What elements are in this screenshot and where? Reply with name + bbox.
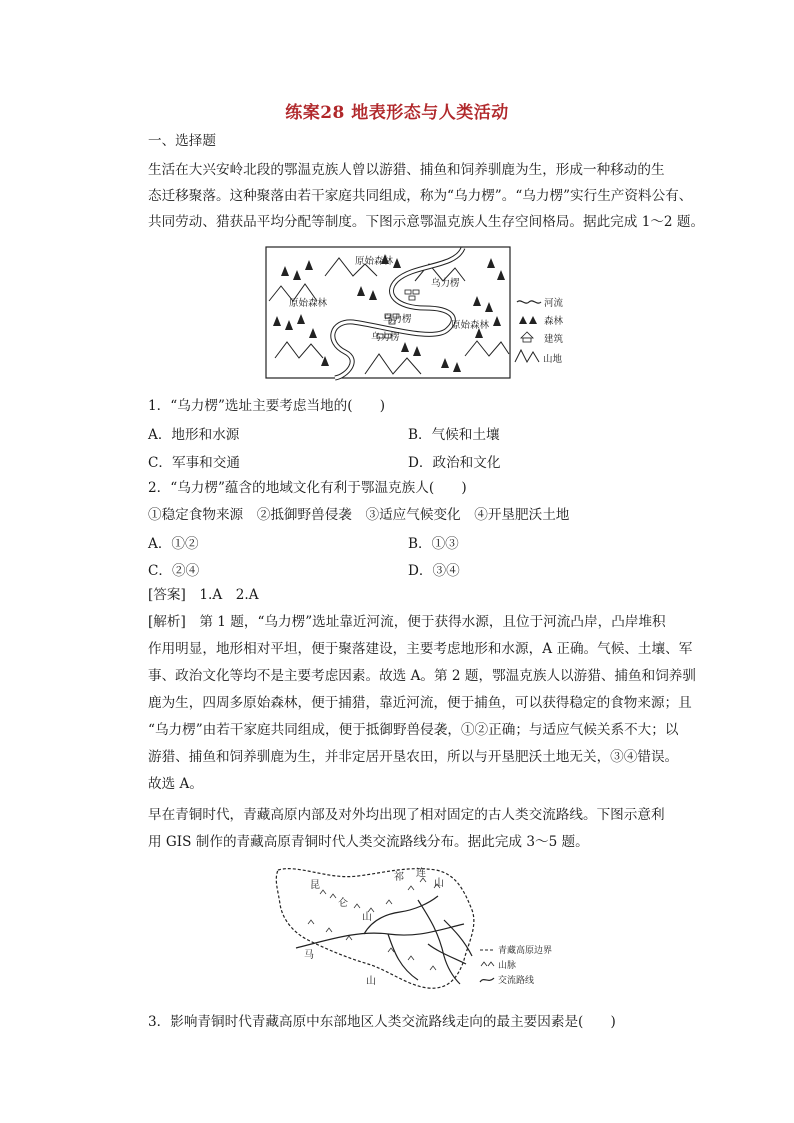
figure-ewenki-space: [265, 246, 575, 382]
intro1-line: 生活在大兴安岭北段的鄂温克族人曾以游猎、捕鱼和饲养驯鹿为生，形成一种移动的生: [148, 162, 665, 178]
legend-building: 建筑: [544, 334, 564, 345]
label-wulileng-3: 乌力楞: [371, 332, 400, 343]
intro2-line: 早在青铜时代，青藏高原内部及对外均出现了相对固定的古人类交流路线。下图示意利: [148, 807, 665, 823]
figure1-legend: [515, 297, 564, 365]
q2-option-a: A．①②: [148, 536, 199, 552]
analysis-line: 作用明显，地形相对平坦，便于聚落建设，主要考虑地形和水源，A 正确。气候、土壤、军: [148, 641, 693, 657]
label-shan-kunlun: 山: [362, 912, 372, 923]
label-qi: 祁: [394, 872, 404, 883]
page-title: 练案28 地表形态与人类活动: [285, 103, 509, 123]
figure-tibet-routes: [268, 860, 558, 998]
label-kun: 昆: [310, 880, 320, 891]
label-wulileng-1: 乌力楞: [431, 278, 460, 289]
label-wulileng-2: 乌力楞: [383, 314, 412, 325]
intro1-line: 态迁移聚落。这种聚落由若干家庭共同组成，称为“乌力楞”。“乌力楞”实行生产资料公有、: [148, 188, 693, 204]
legend-forest: 森林: [544, 316, 564, 327]
legend-border: 青藏高原边界: [498, 946, 553, 956]
q2-option-b: B．①③: [408, 536, 459, 552]
label-shan-south: 山: [366, 976, 376, 987]
label-lun: 仑: [338, 898, 348, 909]
label-ma: 马: [304, 950, 314, 961]
label-forest-right: 原始森林: [451, 320, 490, 331]
label-forest-top: 原始森林: [355, 256, 394, 267]
q2-option-c: C．②④: [148, 563, 200, 579]
question-2-items: ①稳定食物来源 ②抵御野兽侵袭 ③适应气候变化 ④开垦肥沃土地: [148, 507, 570, 523]
label-forest-left: 原始森林: [289, 298, 328, 309]
label-lian: 连: [416, 868, 426, 879]
analysis-line: 鹿为生，四周多原始森林，便于捕猎，靠近河流，便于捕鱼，可以获得稳定的食物来源；且: [148, 695, 692, 711]
q1-option-c: C．军事和交通: [148, 455, 240, 471]
figure2-legend: [480, 944, 552, 986]
legend-route: 交流路线: [498, 976, 535, 986]
answer-line: [答案] 1.A 2.A: [148, 587, 259, 603]
intro1-line: 共同劳动、猎获品平均分配等制度。下图示意鄂温克族人生存空间格局。据此完成 1～2 题。: [148, 214, 705, 230]
question-2-stem: 2．“乌力楞”蕴含的地域文化有利于鄂温克族人( ): [148, 480, 467, 496]
analysis-line: “乌力楞”由若干家庭共同组成，便于抵御野兽侵袭，①②正确；与适应气候关系不大；以: [148, 722, 679, 738]
q1-option-b: B．气候和土壤: [408, 427, 500, 443]
analysis-line: 故选 A。: [148, 776, 203, 792]
question-3-stem: 3．影响青铜时代青藏高原中东部地区人类交流路线走向的最主要因素是( ): [148, 1014, 616, 1030]
intro2-line: 用 GIS 制作的青藏高原青铜时代人类交流路线分布。据此完成 3～5 题。: [148, 834, 589, 850]
analysis-line: 游猎、捕鱼和饲养驯鹿为生，并非定居开垦农田，所以与开垦肥沃土地无关，③④错误。: [148, 749, 679, 765]
q1-option-d: D．政治和文化: [408, 455, 501, 471]
legend-river: 河流: [544, 298, 564, 309]
section-heading: 一、选择题: [148, 133, 216, 149]
q1-option-a: A．地形和水源: [148, 427, 240, 443]
question-1-stem: 1．“乌力楞”选址主要考虑当地的( ): [148, 398, 386, 414]
q2-option-d: D．③④: [408, 563, 460, 579]
analysis-line: [解析] 第 1 题，“乌力楞”选址靠近河流，便于获得水源，且位于河流凸岸，凸岸堆积: [148, 614, 666, 630]
legend-mountain-range: 山脉: [498, 961, 517, 971]
analysis-line: 事、政治文化等均不是主要考虑因素。故选 A。第 2 题，鄂温克族人以游猎、捕鱼和饲养驯: [148, 668, 696, 684]
label-shan-qilian: 山: [434, 878, 444, 889]
legend-mountain: 山地: [543, 354, 563, 365]
